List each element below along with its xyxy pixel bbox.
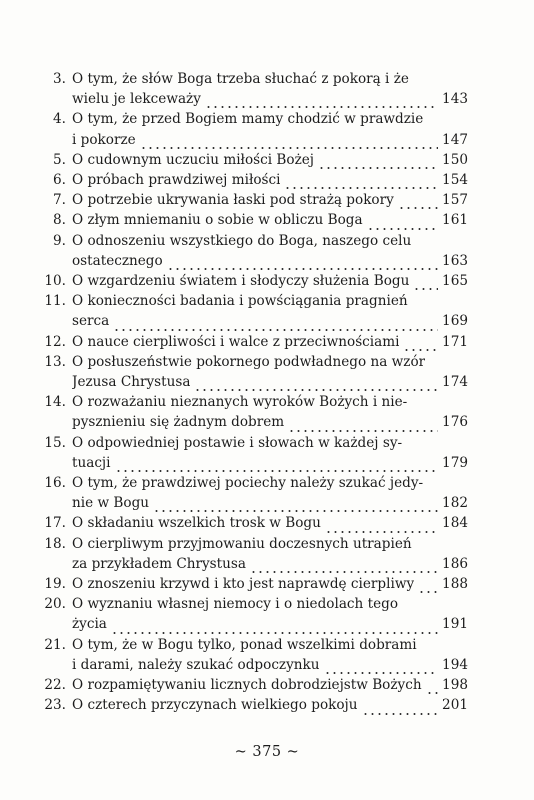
toc-entry-title-line: serca: [72, 313, 110, 330]
toc-entry: [28, 291, 468, 331]
toc-entry: [28, 352, 468, 392]
toc-entry-line: [72, 655, 468, 675]
toc-entry-number: 21.: [44, 636, 66, 653]
toc-entry-line: [72, 89, 468, 109]
toc-entry-number: 22.: [44, 677, 66, 694]
toc-entry-line: [72, 170, 468, 190]
toc-entry-line: [72, 473, 468, 493]
dot-leader: [418, 582, 438, 594]
toc-entry-body: [72, 210, 468, 230]
toc-entry-line: [72, 453, 468, 473]
toc-entry-line: [72, 352, 468, 372]
toc-entry-number: 4.: [53, 111, 66, 128]
toc-entry-title-line: za przykładem Chrystusa: [72, 555, 246, 572]
toc-entry-title-line: O tym, że przed Bogiem mamy chodzić w prawdzie: [72, 111, 424, 128]
toc-entry-title-line: życia: [72, 616, 107, 633]
toc-entry-body: [72, 635, 468, 675]
toc-entry-body: [72, 513, 468, 533]
toc-entry-title-line: O odpowiedniej postawie i słowach w każdej sy-: [72, 434, 403, 451]
toc-entry-title-line: O wyznaniu własnej niemocy i o niedolach tego: [72, 596, 399, 613]
toc-entry-page: 198: [442, 677, 468, 694]
dot-leader: [113, 319, 438, 331]
toc-entry-body: [72, 291, 468, 331]
toc-entry-page: 191: [442, 616, 468, 633]
toc-entry-line: [72, 412, 468, 432]
toc-entry-page: 147: [442, 131, 468, 148]
dot-leader: [325, 521, 438, 533]
dot-leader: [167, 259, 438, 271]
toc-entry-number: 15.: [44, 434, 66, 451]
dot-leader: [288, 420, 438, 432]
dot-leader: [140, 138, 438, 150]
toc-entry-line: [72, 493, 468, 513]
toc-entry-number: 9.: [53, 232, 66, 249]
toc-entry-title-line: O cierpliwym przyjmowaniu doczesnych utrapień: [72, 535, 412, 552]
toc-entry: [28, 69, 468, 109]
toc-entry-page: 143: [442, 91, 468, 108]
toc-entry-page: 188: [442, 576, 468, 593]
toc-entry-number: 11.: [44, 293, 66, 310]
toc-entry-line: [72, 150, 468, 170]
toc-entry-line: [72, 594, 468, 614]
toc-entry-number: 17.: [44, 515, 66, 532]
toc-entry-line: [72, 554, 468, 574]
toc-entry-body: [72, 433, 468, 473]
toc-entry-line: [72, 190, 468, 210]
toc-entry-number: 14.: [44, 394, 66, 411]
toc-entry-number: 5.: [53, 151, 66, 168]
dot-leader: [398, 198, 438, 210]
toc-entry: [28, 695, 468, 715]
toc-entry-line: [72, 109, 468, 129]
toc-entry-page: 174: [442, 374, 468, 391]
toc-entry-body: [72, 695, 468, 715]
toc-entry-number: 12.: [44, 333, 66, 350]
toc-entry-title-line: O potrzebie ukrywania łaski pod strażą pokory: [72, 192, 394, 209]
toc-entry-body: [72, 150, 468, 170]
toc-entry-line: [72, 231, 468, 251]
toc-entry-title-line: Jezusa Chrystusa: [72, 374, 191, 391]
toc-entry-number: 16.: [44, 475, 66, 492]
toc-entry-number: 10.: [44, 273, 66, 290]
dot-leader: [111, 622, 438, 634]
toc-entry-title-line: nie w Bogu: [72, 495, 150, 512]
toc-entry-title-line: O nauce cierpliwości i walce z przeciwnościami: [72, 333, 400, 350]
toc-entry-title-line: O konieczności badania i powściągania pragnień: [72, 293, 408, 310]
toc-entry: [28, 150, 468, 170]
toc-entry-number: 20.: [44, 596, 66, 613]
toc-entry-title-line: O posłuszeństwie pokornego podwładnego na wzór: [72, 353, 426, 370]
toc-entry-body: [72, 69, 468, 109]
dot-leader: [284, 178, 438, 190]
toc-entry-number: 7.: [53, 192, 66, 209]
toc-entry-title-line: O znoszeniu krzywd i kto jest naprawdę cierpliwy: [72, 576, 415, 593]
toc-entry-body: [72, 675, 468, 695]
toc-entry-body: [72, 190, 468, 210]
toc-entry-body: [72, 109, 468, 149]
dot-leader: [426, 683, 438, 695]
toc-entry-title-line: pysznieniu się żadnym dobrem: [72, 414, 285, 431]
toc-entry: [28, 635, 468, 675]
dot-leader: [367, 218, 438, 230]
toc-entry-body: [72, 574, 468, 594]
dot-leader: [403, 340, 438, 352]
toc-entry-body: [72, 332, 468, 352]
toc-entry-body: [72, 170, 468, 190]
toc-entry-page: 163: [442, 252, 468, 269]
toc-entry-line: [72, 251, 468, 271]
table-of-contents: [28, 69, 468, 716]
dot-leader: [205, 97, 438, 109]
toc-entry-line: [72, 311, 468, 331]
toc-entry-page: 179: [442, 454, 468, 471]
toc-entry-line: [72, 332, 468, 352]
dot-leader: [413, 279, 438, 291]
toc-entry-page: 182: [442, 495, 468, 512]
toc-entry-title-line: O próbach prawdziwej miłości: [72, 172, 281, 189]
toc-entry-body: [72, 352, 468, 392]
toc-entry-number: 18.: [44, 535, 66, 552]
toc-entry-title-line: tuacji: [72, 454, 111, 471]
toc-entry-page: 176: [442, 414, 468, 431]
toc-entry-number: 8.: [53, 212, 66, 229]
toc-entry-number: 13.: [44, 353, 66, 370]
dot-leader: [324, 663, 439, 675]
toc-entry-line: [72, 392, 468, 412]
toc-entry-page: 171: [442, 333, 468, 350]
toc-entry: [28, 170, 468, 190]
toc-entry-page: 161: [442, 212, 468, 229]
toc-entry-line: [72, 372, 468, 392]
toc-entry-title-line: O tym, że prawdziwej pociechy należy szukać jedy-: [72, 475, 424, 492]
toc-entry-title-line: O odnoszeniu wszystkiego do Boga, naszego celu: [72, 232, 412, 249]
toc-entry: [28, 513, 468, 533]
toc-entry: [28, 433, 468, 473]
toc-entry: [28, 231, 468, 271]
toc-entry-number: 6.: [53, 172, 66, 189]
toc-entry-title-line: O wzgardzeniu światem i słodyczy służenia Bogu: [72, 273, 410, 290]
dot-leader: [194, 380, 438, 392]
toc-entry-title-line: O cudownym uczuciu miłości Bożej: [72, 151, 315, 168]
toc-entry-page: 169: [442, 313, 468, 330]
toc-entry-title-line: O składaniu wszelkich trosk w Bogu: [72, 515, 321, 532]
dot-leader: [250, 562, 438, 574]
toc-entry-body: [72, 473, 468, 513]
toc-entry-page: 165: [442, 273, 468, 290]
toc-entry-number: 3.: [53, 71, 66, 87]
toc-entry: [28, 473, 468, 513]
toc-entry-title-line: O czterech przyczynach wielkiego pokoju: [72, 697, 358, 714]
toc-entry-line: [72, 271, 468, 291]
toc-entry-line: [72, 695, 468, 715]
toc-entry-page: 201: [442, 697, 468, 714]
toc-entry-line: [72, 291, 468, 311]
toc-entry-line: [72, 433, 468, 453]
toc-entry-title-line: O tym, że słów Boga trzeba słuchać z pokorą i że: [72, 71, 409, 87]
toc-entry: [28, 594, 468, 634]
toc-entry-title-line: O rozważaniu nieznanych wyroków Bożych i nie-: [72, 394, 408, 411]
page-number-footer: ~ 375 ~: [234, 744, 300, 760]
toc-entry-page: 150: [442, 151, 468, 168]
toc-entry: [28, 332, 468, 352]
toc-entry-title-line: i pokorze: [72, 131, 136, 148]
toc-entry: [28, 534, 468, 574]
toc-entry-line: [72, 534, 468, 554]
toc-entry-title-line: O złym mniemaniu o sobie w obliczu Boga: [72, 212, 363, 229]
toc-entry-number: 19.: [44, 576, 66, 593]
toc-entry-line: [72, 675, 468, 695]
toc-entry-title-line: O rozpamiętywaniu licznych dobrodziejstw Bożych: [72, 677, 422, 694]
toc-entry-number: 23.: [44, 697, 66, 714]
toc-entry-line: [72, 513, 468, 533]
toc-entry-line: [72, 69, 468, 89]
toc-entry-page: 157: [442, 192, 468, 209]
toc-entry-line: [72, 614, 468, 634]
dot-leader: [362, 703, 439, 715]
toc-entry-title-line: i darami, należy szukać odpoczynku: [72, 656, 320, 673]
toc-entry: [28, 392, 468, 432]
toc-entry: [28, 210, 468, 230]
toc-entry-page: 154: [442, 172, 468, 189]
toc-entry-body: [72, 392, 468, 432]
toc-entry-body: [72, 231, 468, 271]
toc-entry: [28, 271, 468, 291]
toc-entry: [28, 574, 468, 594]
toc-entry-body: [72, 594, 468, 634]
toc-entry-title-line: O tym, że w Bogu tylko, ponad wszelkimi dobrami: [72, 636, 417, 653]
toc-entry-line: [72, 130, 468, 150]
toc-entry-page: 194: [442, 656, 468, 673]
toc-entry: [28, 109, 468, 149]
toc-entry: [28, 675, 468, 695]
toc-entry-line: [72, 635, 468, 655]
toc-entry-line: [72, 574, 468, 594]
toc-entry-body: [72, 534, 468, 574]
toc-entry: [28, 190, 468, 210]
toc-entry-line: [72, 210, 468, 230]
toc-entry-page: 186: [442, 555, 468, 572]
toc-entry-title-line: ostatecznego: [72, 252, 163, 269]
dot-leader: [318, 158, 438, 170]
dot-leader: [115, 461, 439, 473]
toc-entry-page: 184: [442, 515, 468, 532]
toc-entry-body: [72, 271, 468, 291]
toc-entry-title-line: wielu je lekceważy: [72, 91, 201, 108]
dot-leader: [153, 501, 438, 513]
